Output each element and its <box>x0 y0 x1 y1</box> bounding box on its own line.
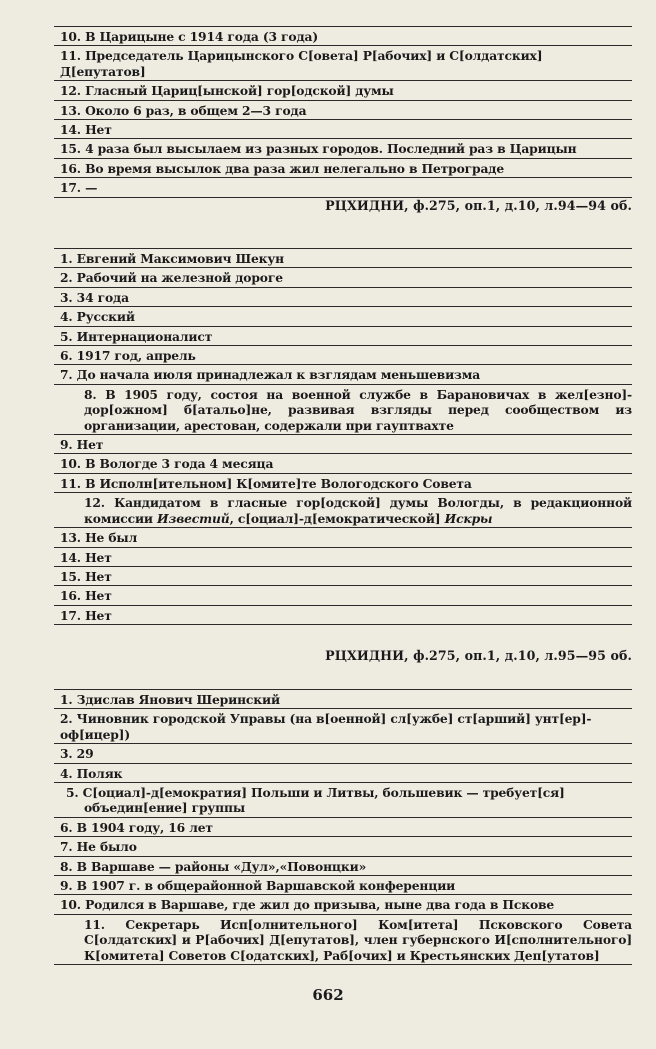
row-text: 4. Поляк <box>60 765 123 781</box>
row-text: 7. Не было <box>60 839 137 855</box>
table-row <box>54 493 632 528</box>
table-row <box>54 178 632 197</box>
table-row <box>54 26 632 46</box>
table-row <box>54 606 632 625</box>
table-row <box>54 365 632 384</box>
table-row <box>54 268 632 287</box>
table-row <box>54 857 632 876</box>
table-row <box>54 81 632 100</box>
table-row <box>54 248 632 268</box>
row-text <box>60 495 632 526</box>
archive-source-1: РЦХИДНИ, ф.275, оп.1, д.10, л.94—94 об. <box>325 198 632 213</box>
row-text: 15. Нет <box>60 568 112 584</box>
row-text: 9. В 1907 г. в общерайонной Варшавской конференции <box>60 878 456 894</box>
row-text: 9. Нет <box>60 437 104 453</box>
row-text: 11. Секретарь Исп[олнительного] Ком[итета] Псковского Совета С[олдатских] и Р[абочих] Д[епутатов], член губернского И[сполнительного] К[омитета] Советов С[одатских], Раб[очих] и Крестьянских Деп[утатов] <box>84 916 632 963</box>
row-text: 10. Родился в Варшаве, где жил до призыва, ныне два года в Пскове <box>60 897 555 913</box>
row-text: 3. 29 <box>60 746 94 762</box>
row-text: 13. Около 6 раз, в общем 2—3 года <box>60 102 307 118</box>
row-text: 3. 34 года <box>60 289 129 305</box>
table-row <box>54 120 632 139</box>
row-text: 17. — <box>60 180 98 196</box>
table-row <box>54 689 632 709</box>
table-row <box>54 454 632 473</box>
questionnaire-section-1 <box>54 26 632 198</box>
row-text: 5. Интернационалист <box>60 328 213 344</box>
table-row <box>54 385 632 435</box>
table-row <box>54 288 632 307</box>
row-text: 10. В Царицыне с 1914 года (3 года) <box>60 29 319 44</box>
newspaper-title: Искры <box>444 510 493 526</box>
row-text-part: , с[оциал]-д[емократической] <box>229 510 445 526</box>
table-row <box>54 307 632 326</box>
archive-source-2: РЦХИДНИ, ф.275, оп.1, д.10, л.95—95 об. <box>325 648 632 663</box>
table-row <box>54 346 632 365</box>
table-row <box>54 548 632 567</box>
row-text: 5. С[оциал]-д[емократия] Польши и Литвы, большевик — требует[ся] объедин[ение] группы <box>66 785 565 816</box>
table-row <box>54 474 632 493</box>
row-text: 2. Чиновник городской Управы (на в[оенной] сл[ужбе] ст[арший] унт[ер]-оф[ицер]) <box>60 711 592 742</box>
table-row <box>54 159 632 178</box>
row-text: 11. Председатель Царицынского С[овета] Р[абочих] и С[олдатских] Д[епутатов] <box>60 48 543 79</box>
table-row <box>54 709 632 744</box>
table-row <box>54 327 632 346</box>
row-text: 1. Здислав Янович Шеринский <box>60 692 280 707</box>
questionnaire-section-2 <box>54 248 632 625</box>
page-number: 662 <box>312 986 344 1004</box>
row-text-part: 12. Кандидатом в гласные гор[одской] думы Вологды, в редакционной комиссии <box>84 495 632 526</box>
row-text: 6. 1917 год, апрель <box>60 348 196 364</box>
row-text: 16. Нет <box>60 588 112 604</box>
table-row <box>54 586 632 605</box>
table-row <box>54 567 632 586</box>
table-row <box>54 783 632 818</box>
row-text: 13. Не был <box>60 530 138 546</box>
row-text: 8. В 1905 году, состоя на военной службе в Барановичах в жел[езно]-дор[ожном] б[атальо]не, развивая взгляды перед сообществом из организации, арестован, содержали при гауптвахте <box>84 386 632 433</box>
row-text: 6. В 1904 году, 16 лет <box>60 819 213 835</box>
table-row <box>54 895 632 914</box>
table-row <box>54 837 632 856</box>
row-text: 7. До начала июля принадлежал к взглядам меньшевизма <box>60 367 481 383</box>
table-row <box>54 528 632 547</box>
table-row <box>54 915 632 965</box>
row-text: 4. Русский <box>60 309 135 325</box>
row-text: 17. Нет <box>60 607 112 623</box>
row-text: 12. Гласный Цариц[ынской] гор[одской] думы <box>60 83 394 99</box>
table-row <box>54 435 632 454</box>
table-row <box>54 101 632 120</box>
table-row <box>54 744 632 763</box>
row-text: 10. В Вологде 3 года 4 месяца <box>60 456 274 472</box>
table-row <box>54 139 632 158</box>
row-text: 16. Во время высылок два раза жил нелегально в Петрограде <box>60 160 504 176</box>
table-row <box>54 764 632 783</box>
table-row <box>54 818 632 837</box>
table-row <box>54 46 632 81</box>
questionnaire-section-3 <box>54 689 632 965</box>
row-text: 2. Рабочий на железной дороге <box>60 270 283 286</box>
row-text: 15. 4 раза был высылаем из разных городов. Последний раз в Царицын <box>60 141 577 157</box>
table-row <box>54 876 632 895</box>
row-text: 11. В Исполн[ительном] К[омите]те Вологодского Совета <box>60 475 472 491</box>
newspaper-title: Известий <box>157 510 230 526</box>
row-text: 1. Евгений Максимович Шекун <box>60 251 284 266</box>
row-text: 14. Нет <box>60 122 112 138</box>
row-text: 8. В Варшаве — районы «Дул»,«Повонцки» <box>60 858 367 874</box>
row-text: 14. Нет <box>60 549 112 565</box>
